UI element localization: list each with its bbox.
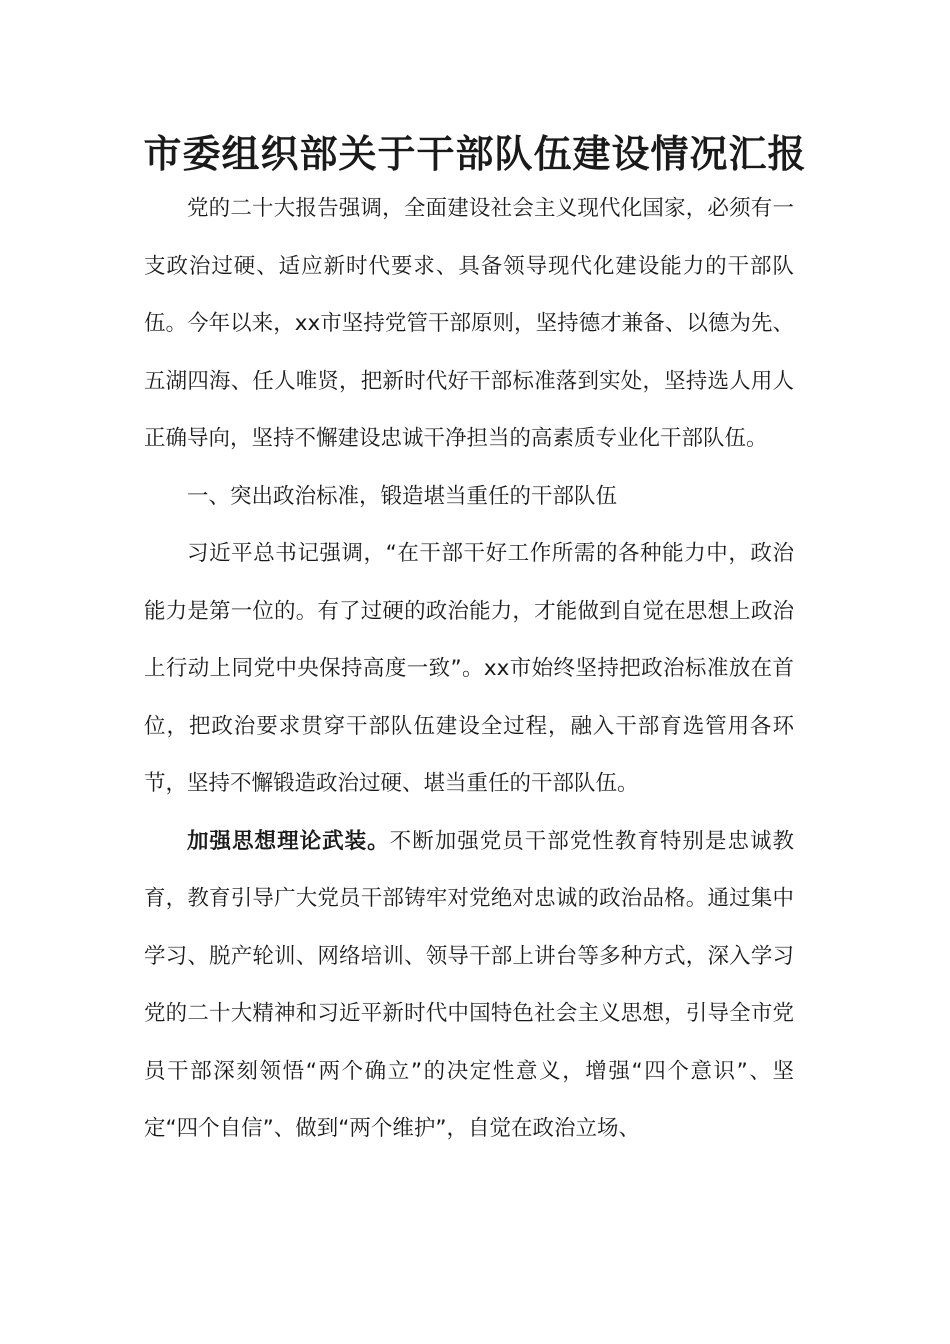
paragraph-body: 不断加强党员干部党性教育特别是忠诚教育，教育引导广大党员干部铸牢对党绝对忠诚的政治品格。通过集中学习、脱产轮训、网络培训、领导干部上讲台等多种方式，深入学习党的二十大精神和习近平新时代中国特色社会主义思想，引导全市党员干部深刻领悟“两个确立”的决定性意义，增强“四个意识”、坚定“四个自信”、做到“两个维护”，自觉在政治立场、 bbox=[144, 828, 794, 1141]
document-title: 市委组织部关于干部队伍建设情况汇报 bbox=[143, 132, 807, 176]
section-paragraph-2 bbox=[144, 813, 794, 1158]
section-heading: 一、突出政治标准，锻造堪当重任的干部队伍 bbox=[187, 483, 618, 509]
intro-paragraph: 党的二十大报告强调，全面建设社会主义现代化国家，必须有一支政治过硬、适应新时代要求、具备领导现代化建设能力的干部队伍。今年以来，xx市坚持党管干部原则，坚持德才兼备、以德为先、五湖四海、任人唯贤，把新时代好干部标准落到实处，坚持选人用人正确导向，坚持不懈建设忠诚干净担当的高素质专业化干部队伍。 bbox=[144, 196, 794, 451]
document-body bbox=[144, 180, 794, 1158]
section-paragraph: 习近平总书记强调，“在干部干好工作所需的各种能力中，政治能力是第一位的。有了过硬的政治能力，才能做到自觉在思想上政治上行动上同党中央保持高度一致”。xx市始终坚持把政治标准放在首位，把政治要求贯穿干部队伍建设全过程，融入干部育选管用各环节，坚持不懈锻造政治过硬、堪当重任的干部队伍。 bbox=[144, 541, 794, 796]
paragraph-lead-bold: 加强思想理论武装。 bbox=[187, 828, 390, 854]
